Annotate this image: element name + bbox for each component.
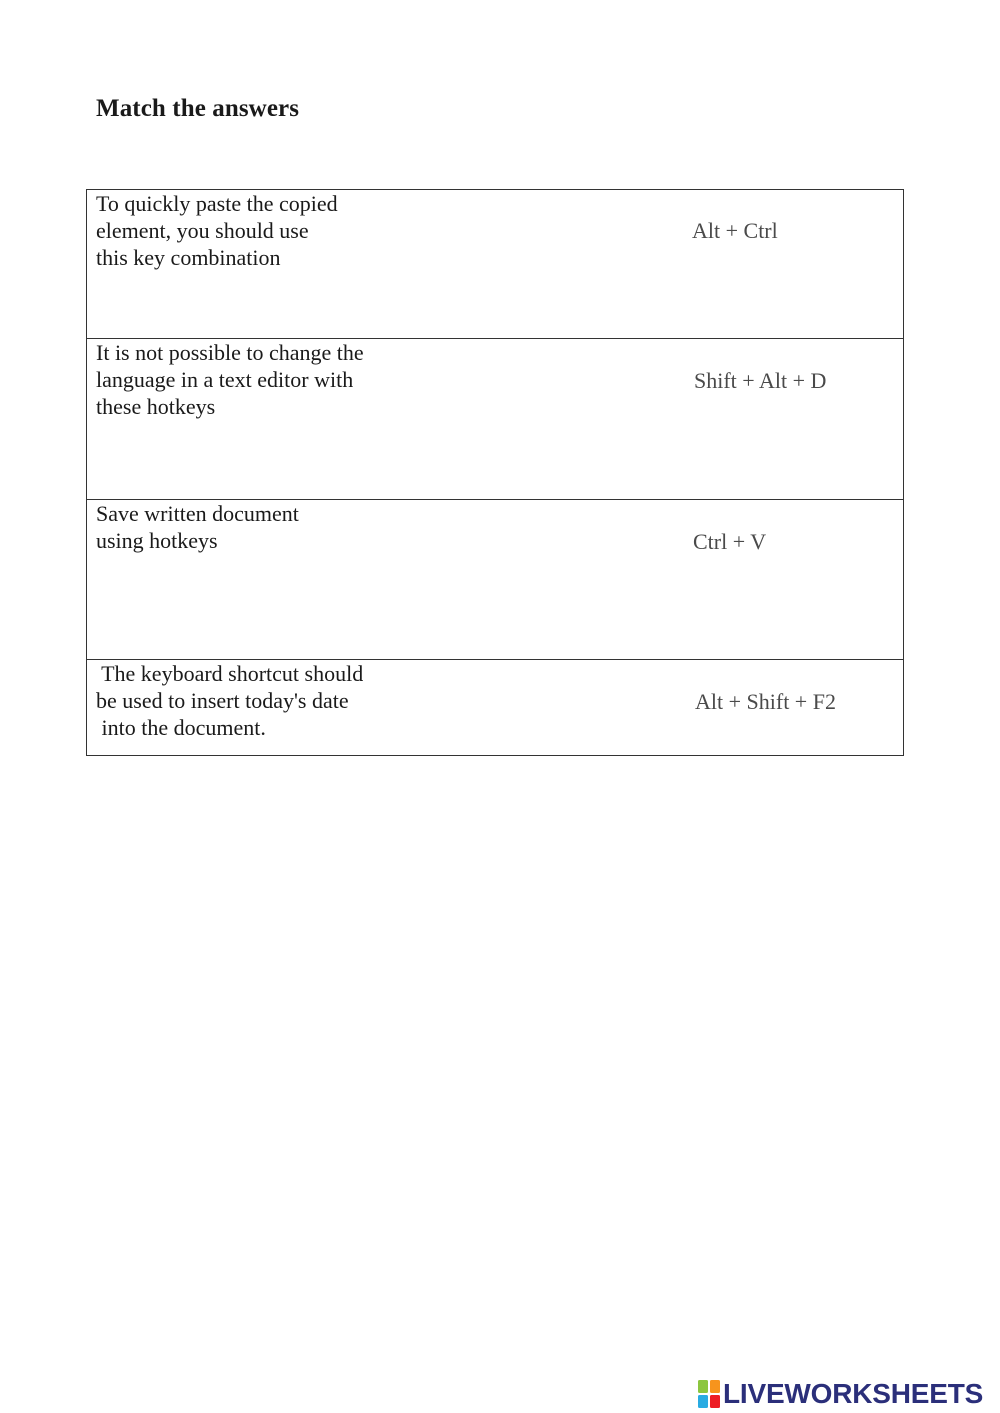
question-text: It is not possible to change the language in a text editor with these hotkeys bbox=[96, 340, 364, 419]
match-row bbox=[87, 660, 903, 755]
logo-block-blue bbox=[698, 1395, 708, 1408]
liveworksheets-brand bbox=[698, 1377, 983, 1411]
logo-block-orange bbox=[710, 1380, 720, 1393]
page-title: Match the answers bbox=[96, 95, 300, 122]
answer-option[interactable]: Alt + Ctrl bbox=[692, 218, 778, 243]
logo-block-red bbox=[710, 1395, 720, 1408]
liveworksheets-logo-icon bbox=[698, 1380, 720, 1408]
brand-name: LIVEWORKSHEETS bbox=[723, 1378, 984, 1409]
answer-option[interactable]: Shift + Alt + D bbox=[694, 368, 827, 393]
match-row bbox=[87, 190, 903, 339]
answer-option[interactable]: Ctrl + V bbox=[693, 529, 767, 554]
match-table bbox=[86, 189, 904, 756]
question-text: To quickly paste the copied element, you should use this key combination bbox=[96, 191, 338, 270]
match-row bbox=[87, 339, 903, 500]
match-row bbox=[87, 500, 903, 660]
question-text: The keyboard shortcut should be used to insert today's date into the document. bbox=[96, 661, 364, 740]
logo-block-green bbox=[698, 1380, 708, 1393]
answer-option[interactable]: Alt + Shift + F2 bbox=[695, 689, 836, 714]
question-text: Save written document using hotkeys bbox=[96, 501, 299, 553]
